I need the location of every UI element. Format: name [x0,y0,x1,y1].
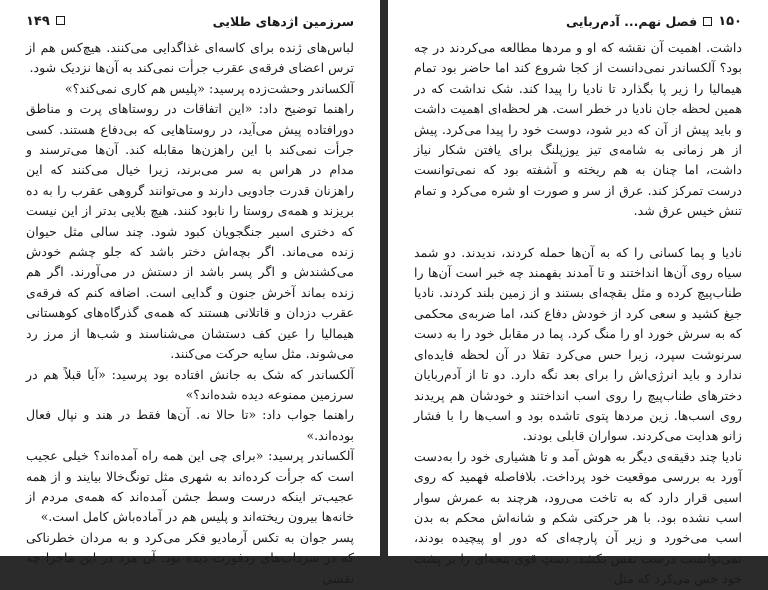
paragraph: راهنما توضیح داد: «این اتفاقات در روستاهای پرت و مناطق دورافتاده پیش می‌آید، در روستاهایی که بی‌دفاع هستند. کسی جرأت نمی‌کند با این راهزن‌ها مقابله کند. آن‌ها می‌ترسند و مدام در هراس به سر می‌برند، زیرا خیال می‌کنند که این راهزنان قدرت جادویی دارند و می‌توانند گروهی عقرب را به ده بریزند و همه‌ی روستا را نابود کنند. هیچ بلایی بدتر از این نیست که دختری اسیر جنگجویان کبود شود. چند سالی مثل حیوان زنده می‌ماند. اگر بچه‌اش دختر باشد که جلو چشم خودش می‌کشندش و اگر پسر باشد از دستش در می‌آورند. اگر هم زنده بماند آخرش جنون و گدایی است. اضافه کنم که فرقه‌ی عقرب دزدان و قاتلانی هستند که همه‌ی گذرگاه‌های کوهستانی هیمالیا را عین کف دستشان می‌شناسند و شب‌ها از مرز رد می‌شوند. مثل سایه حرکت می‌کنند. [26,101,354,362]
paragraph: پسر جوان به تکس آرمادیو فکر می‌کرد و به مردان خطرناکی که در سرداب‌های ردفورت دیده بود. آن مرد در این ماجرا چه نقشی [26,529,354,586]
paragraph: نادیا و پما کسانی را که به آن‌ها حمله کردند، ندیدند. دو شمد سیاه روی آن‌ها انداختند و تا آمدند بفهمند چه خبر است آن‌ها را طناب‌پیچ کرده و مثل بقچه‌ای بستند و از زمین بلند کردند. نادیا جیغ کشید و سعی کرد از خودش دفاع کند، اما ضربه‌ی محکمی که به سرش خورد او را منگ کرد. پما در مقابل خود را به دست سرنوشت سپرد، زیرا حس می‌کرد تقلا در آن لحظه فایده‌ای ندارد و باید انرژی‌اش را برای بعد نگه دارد. دو تا از آدم‌ربایان دخترهای طناب‌پیچ را روی اسب انداختند و خودشان هم پریدند روی اسب‌ها. زین مردها پتوی تاشده بود و اسب‌ها را با فشار زانو هدایت می‌کردند. سواران قابلی بودند. [414,244,742,444]
header-square-icon [703,17,712,26]
left-page-body [26,38,354,586]
left-page [0,0,380,586]
paragraph: داشت. اهمیت آن نقشه که او و مردها مطالعه می‌کردند در چه بود؟ آلکساندر نمی‌دانست از کجا شروع کند اما حاضر بود تمام هیمالیا را زیر پا بگذارد تا نادیا را پیدا کند. شک نداشت که در همین لحظه جان نادیا در خطر است. هر لحظه‌ای اهمیت داشت و باید پیش از آن که دیر شود، دوست خود را پیدا می‌کرد. پیش از هر زمانی به شامه‌ی تیز یوزپلنگ برای یافتن شکار نیاز داشت، اما چنان به هم ریخته و آشفته بود که نمی‌توانست درست تمرکز کند. عرق از سر و صورت او شره می‌کرد و تمام تنش خیس عرق شد. [414,40,742,219]
left-page-title: سرزمین اژدهای طلایی [212,13,354,29]
left-page-number-group [26,13,71,29]
paragraph: لباس‌های ژنده برای کاسه‌ای غذاگدایی می‌کنند. هیچ‌کس هم از ترس اعضای فرقه‌ی عقرب جرأت نمی‌کند به آن‌ها نزدیک شود. [26,40,354,76]
header-square-icon [56,16,65,25]
right-page-body [414,38,742,587]
paragraph: راهنما جواب داد: «تا حالا نه. آن‌ها فقط در هند و نپال فعال بوده‌اند.» [26,407,354,443]
right-page [388,0,768,587]
right-page-number: ۱۵۰ [718,13,742,29]
left-page-number: ۱۴۹ [26,14,50,29]
right-page-title: فصل نهم... آدم‌ربایی [566,13,698,29]
book-gutter [380,0,388,556]
paragraph: آلکساندر وحشت‌زده پرسید: «پلیس هم کاری نمی‌کند؟» [64,80,354,96]
paragraph: نادیا چند دقیقه‌ی دیگر به هوش آمد و تا هشیاری خود را به‌دست آورد به بررسی موقعیت خود پرداخت. بلافاصله فهمید که روی اسبی قرار دارد که به تاخت می‌رود، هرچند به عمرش سوار اسب نشده بود. با هر حرکتی شکم و شانه‌اش محکم به بدن اسب می‌خورد و زیر آن پارچه‌ای که دور او پیچیده بودند، نمی‌توانست درست نفس بکشد. دستِ قوی پنجه‌ای را بر پشت خود حس می‌کرد که مثل [414,448,742,587]
paragraph: آلکساندر پرسید: «برای چی این همه راه آمده‌اند؟ خیلی عجیب است که جرأت کرده‌اند به شهری مثل تونگ‌خالا بیایند و از همه عجیب‌تر اینکه درست وسط جشن آمده‌اند که همه‌ی مردم از خانه‌ها بیرون ریخته‌اند و پلیس هم در آماده‌باش کامل است.» [26,448,354,525]
left-page-header [26,10,354,32]
right-page-header [414,10,742,32]
paragraph: آلکساندر که شک به جانش افتاده بود پرسید: «آیا قبلاً هم در سرزمین ممنوعه دیده شده‌اند؟» [26,366,354,402]
